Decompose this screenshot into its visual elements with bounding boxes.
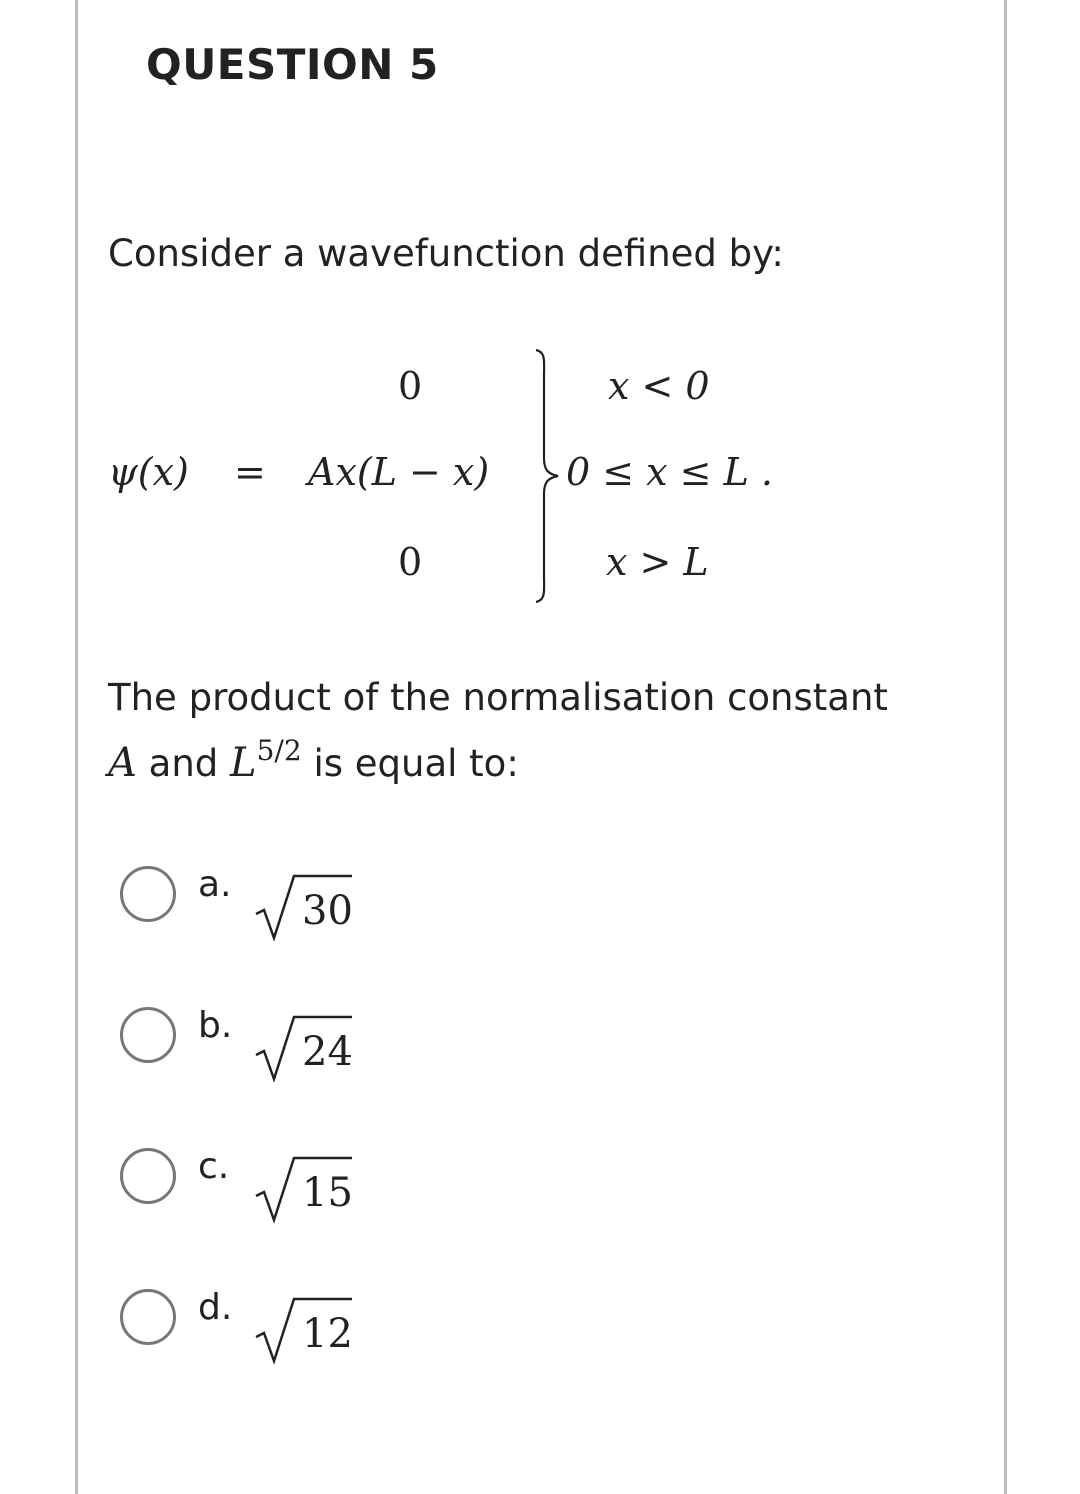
option-value-b [254, 1015, 364, 1085]
option-c[interactable] [120, 1148, 520, 1228]
case-condition-2: 0 ≤ x ≤ L . [566, 450, 773, 494]
equation-equals: = [234, 450, 266, 494]
radio-button-a[interactable] [120, 866, 176, 922]
prompt-var-l: L [230, 740, 257, 786]
prompt-var-a: A [108, 740, 137, 786]
case-condition-3: x > L [606, 540, 709, 584]
option-label-b: b. [198, 1005, 233, 1046]
option-value-a [254, 874, 364, 944]
option-label-a: a. [198, 864, 232, 905]
option-radicand-c: 15 [302, 1170, 353, 1216]
option-label-d: d. [198, 1287, 233, 1328]
option-radicand-d: 12 [302, 1311, 353, 1357]
option-a[interactable] [120, 866, 520, 946]
radio-button-b[interactable] [120, 1007, 176, 1063]
radio-button-d[interactable] [120, 1289, 176, 1345]
option-b[interactable] [120, 1007, 520, 1087]
question-intro: Consider a wavefunction defined by: [108, 232, 784, 275]
option-radicand-a: 30 [302, 888, 353, 934]
prompt-and: and [148, 742, 219, 785]
equation-lhs: ψ(x) [108, 450, 189, 494]
case-value-1: 0 [398, 364, 423, 408]
prompt-line-2 [108, 734, 519, 786]
option-d[interactable] [120, 1289, 520, 1369]
option-value-d [254, 1297, 364, 1367]
prompt-line-1: The product of the normalisation constant [108, 676, 888, 719]
case-condition-1: x < 0 [608, 364, 710, 408]
option-radicand-b: 24 [302, 1029, 353, 1075]
option-label-c: c. [198, 1146, 230, 1187]
right-brace [520, 346, 560, 606]
question-title: QUESTION 5 [146, 40, 439, 89]
option-value-c [254, 1156, 364, 1226]
case-value-3: 0 [398, 540, 423, 584]
prompt-tail: is equal to: [313, 742, 519, 785]
prompt-exponent: 5/2 [256, 734, 302, 767]
case-value-2: Ax(L − x) [308, 450, 490, 494]
radio-button-c[interactable] [120, 1148, 176, 1204]
